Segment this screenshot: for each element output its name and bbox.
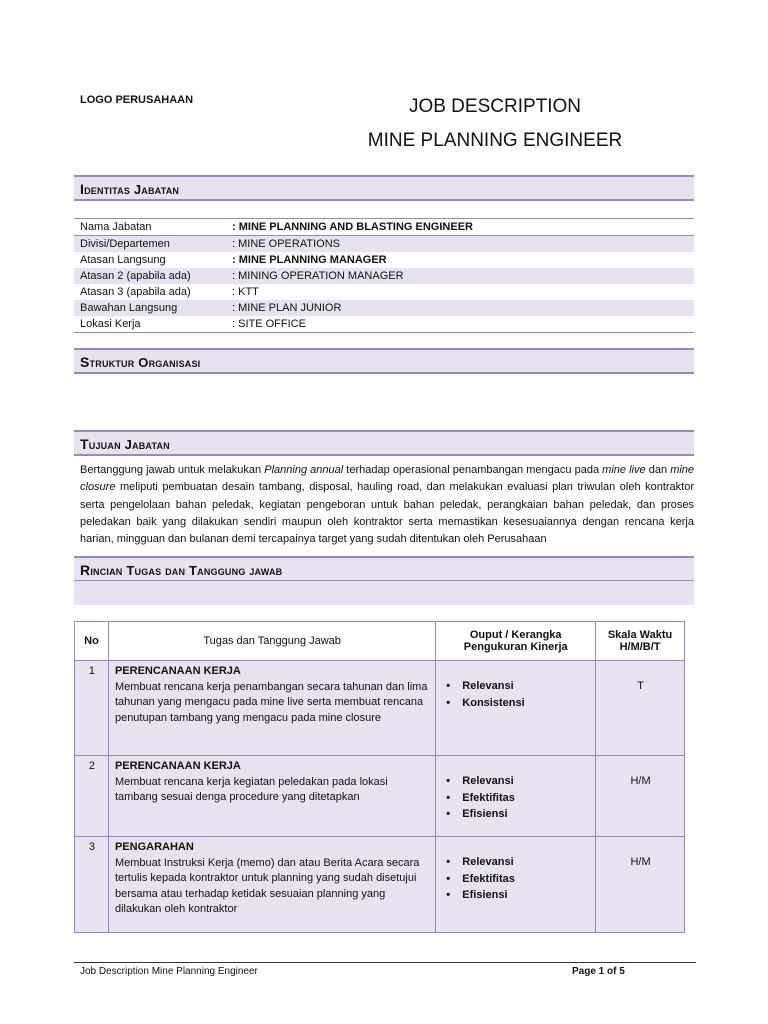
identity-row — [74, 268, 694, 284]
document-title: JOB DESCRIPTION — [408, 96, 582, 117]
table-row — [75, 661, 685, 756]
section-tujuan-jabatan — [74, 430, 694, 456]
section-title: Identitas Jabatan — [80, 181, 180, 197]
footer-divider — [74, 962, 696, 963]
footer-page-number: Page 1 of 5 — [572, 966, 625, 977]
task-title: PERENCANAAN KERJA — [114, 665, 241, 677]
identity-row — [74, 235, 694, 252]
document-subtitle: MINE PLANNING ENGINEER — [367, 130, 623, 151]
row-task — [108, 756, 435, 837]
output-item: • Efisiensi — [442, 806, 590, 823]
header-skala-line2: H/M/B/T — [619, 641, 661, 653]
purpose-text: meliputi pembuatan desain tambang, disposal, hauling road, dan melakukan evaluasi plan triwulan oleh kontraktor serta pengelolaan bahan peledak, kegiatan pengeboran untuk bahan peledak, perangkaian bahan peledak, dan proses peledakan baik yang dilakukan sendiri maupun oleh kontraktor serta memastikan kesesuaiannya dengan rencana kerja harian, mingguan dan bulanan demi tercapainya target yang sudah ditentukan oleh Perusahaan — [80, 481, 694, 546]
purpose-text: Bertanggung jawab untuk melakukan — [80, 464, 265, 476]
output-item: • Konsistensi — [442, 695, 590, 712]
output-item: • Efektifitas — [442, 790, 590, 807]
row-skala: H/M — [596, 837, 685, 933]
footer-document-name: Job Description Mine Planning Engineer — [80, 966, 258, 977]
section-title: Struktur Organisasi — [80, 354, 201, 370]
row-task — [108, 661, 435, 756]
identity-label: Bawahan Langsung — [80, 302, 178, 314]
task-description: Membuat rencana kerja kegiatan peledakan pada lokasi tambang sesuai denga procedure yang ditetapkan — [114, 775, 388, 803]
identity-value: : KTT — [232, 286, 259, 298]
header-output-line2: Pengukuran Kinerja — [463, 641, 568, 653]
header-skala — [596, 622, 685, 661]
purpose-text: terhadap operasional penambangan mengacu pada — [343, 464, 603, 476]
row-output — [436, 837, 596, 933]
identity-label: Lokasi Kerja — [80, 318, 141, 330]
row-output — [436, 756, 596, 837]
identity-label: Atasan 3 (apabila ada) — [80, 286, 191, 298]
identity-value: : MINE PLANNING MANAGER — [232, 254, 387, 266]
task-description: Membuat rencana kerja penambangan secara tahunan dan lima tahunan yang mengacu pada mine live serta membuat rencana penutupan tambang yang mengacu pada mine closure — [114, 680, 428, 724]
purpose-paragraph — [80, 462, 694, 548]
identity-row — [74, 252, 694, 268]
table-row — [75, 837, 685, 933]
logo-placeholder: LOGO PERUSAHAAN — [80, 94, 194, 106]
output-item: • Relevansi — [442, 773, 590, 790]
identity-table — [74, 218, 694, 333]
identity-row — [74, 316, 694, 333]
row-no: 3 — [75, 837, 109, 933]
section-title: Rincian Tugas dan Tanggung jawab — [80, 562, 283, 578]
identity-label: Atasan Langsung — [80, 254, 166, 266]
row-skala: H/M — [596, 756, 685, 837]
header-skala-line1: Skala Waktu — [607, 629, 673, 641]
purpose-emphasis: mine closure — [80, 464, 695, 494]
output-item: • Efektifitas — [442, 871, 590, 888]
header-output-line1: Ouput / Kerangka — [469, 629, 562, 641]
section-struktur-organisasi — [74, 348, 694, 374]
table-header-row — [75, 622, 685, 661]
output-item: • Relevansi — [442, 854, 590, 871]
row-no: 1 — [75, 661, 109, 756]
row-skala: T — [596, 661, 685, 756]
task-title: PERENCANAAN KERJA — [114, 760, 241, 772]
identity-row — [74, 284, 694, 300]
identity-label: Atasan 2 (apabila ada) — [80, 270, 191, 282]
output-item: • Efisiensi — [442, 887, 590, 904]
identity-value: : MINE OPERATIONS — [232, 238, 340, 250]
output-list — [442, 773, 590, 823]
section-spacer — [74, 581, 694, 605]
header-output — [436, 622, 596, 661]
identity-row — [74, 300, 694, 316]
output-item: • Relevansi — [442, 678, 590, 695]
identity-value: : MINING OPERATION MANAGER — [232, 270, 404, 282]
purpose-text: dan — [645, 464, 671, 476]
identity-value: : SITE OFFICE — [232, 318, 306, 330]
task-title: PENGARAHAN — [114, 841, 194, 853]
output-list — [442, 854, 590, 904]
identity-row — [74, 218, 694, 235]
row-task — [108, 837, 435, 933]
duties-table — [74, 621, 685, 933]
section-title: Tujuan Jabatan — [80, 436, 170, 452]
purpose-emphasis: mine live — [602, 464, 646, 476]
row-output — [436, 661, 596, 756]
identity-label: Divisi/Departemen — [80, 238, 170, 250]
identity-value: : MINE PLANNING AND BLASTING ENGINEER — [232, 221, 473, 233]
output-list — [442, 678, 590, 711]
header-no: No — [75, 622, 109, 661]
row-no: 2 — [75, 756, 109, 837]
identity-label: Nama Jabatan — [80, 221, 152, 233]
section-identitas-jabatan — [74, 175, 694, 201]
identity-value: : MINE PLAN JUNIOR — [232, 302, 342, 314]
task-description: Membuat Instruksi Kerja (memo) dan atau Berita Acara secara tertulis kepada kontraktor untuk planning yang sudah disetujui bersama atau terhadap ketidak sesuaian planning yang dilakukan oleh kontraktor — [114, 856, 420, 915]
table-row — [75, 756, 685, 837]
section-rincian-tugas — [74, 556, 694, 582]
header-tugas: Tugas dan Tanggung Jawab — [108, 622, 435, 661]
purpose-emphasis: Planning annual — [264, 464, 344, 476]
